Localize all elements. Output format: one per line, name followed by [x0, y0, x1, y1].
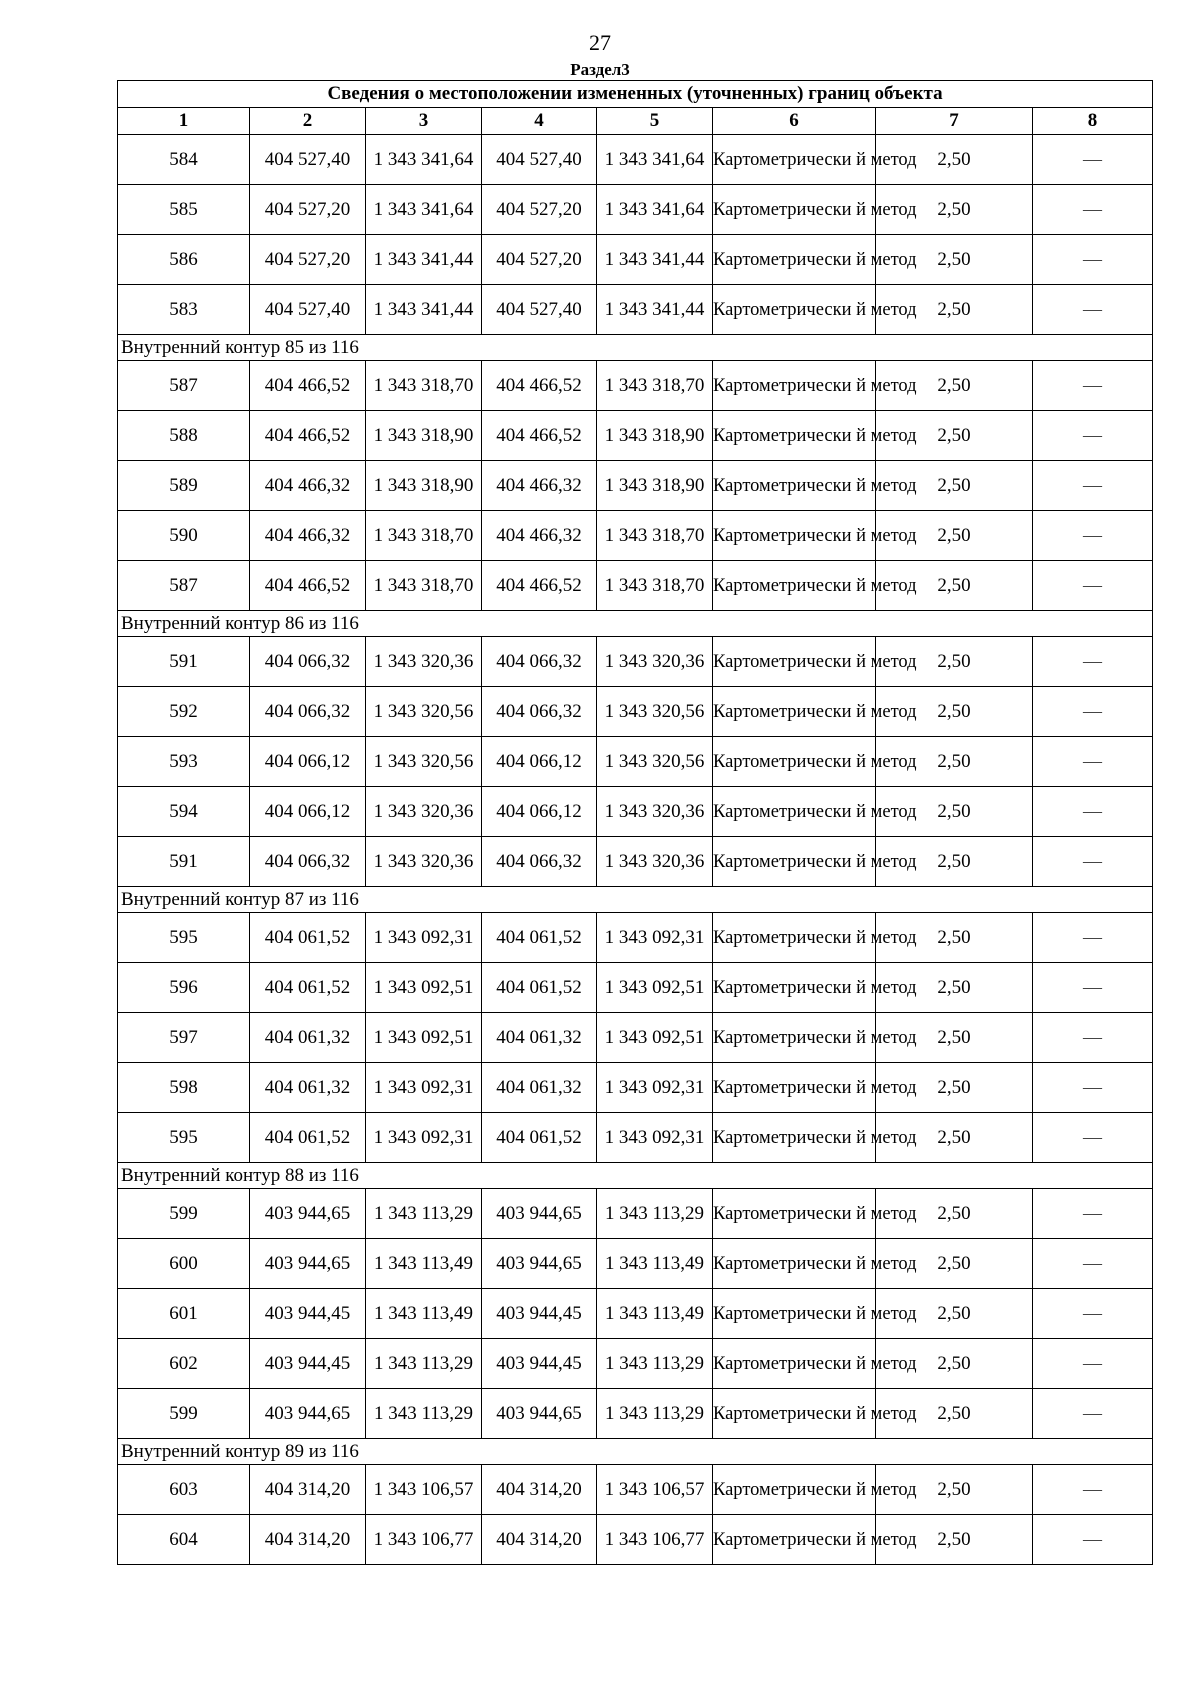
y-new-cell: 1 343 092,51 — [597, 963, 713, 1013]
y-old-cell: 1 343 113,29 — [366, 1189, 482, 1239]
y-old-cell: 1 343 318,90 — [366, 411, 482, 461]
y-old-cell: 1 343 318,70 — [366, 561, 482, 611]
note-cell: — — [1033, 461, 1153, 511]
y-new-cell: 1 343 318,70 — [597, 511, 713, 561]
x-old-cell: 403 944,45 — [250, 1339, 366, 1389]
accuracy-cell: 2,50 — [876, 1013, 1033, 1063]
table-row — [118, 913, 1153, 963]
contour-label: Внутренний контур 88 из 116 — [118, 1163, 1153, 1189]
y-new-cell: 1 343 318,90 — [597, 411, 713, 461]
table-row — [118, 1113, 1153, 1163]
x-new-cell: 404 466,52 — [482, 361, 597, 411]
point-number-cell: 587 — [118, 561, 250, 611]
table-row — [118, 1389, 1153, 1439]
point-number-cell: 593 — [118, 737, 250, 787]
x-old-cell: 403 944,45 — [250, 1289, 366, 1339]
accuracy-cell: 2,50 — [876, 361, 1033, 411]
x-new-cell: 404 066,12 — [482, 737, 597, 787]
y-new-cell: 1 343 320,36 — [597, 637, 713, 687]
x-old-cell: 404 066,32 — [250, 637, 366, 687]
y-new-cell: 1 343 113,29 — [597, 1189, 713, 1239]
y-new-cell: 1 343 113,49 — [597, 1289, 713, 1339]
x-old-cell: 404 466,32 — [250, 511, 366, 561]
method-cell: Картометрически й метод — [713, 1389, 876, 1439]
y-new-cell: 1 343 320,56 — [597, 737, 713, 787]
note-cell: — — [1033, 787, 1153, 837]
y-old-cell: 1 343 341,44 — [366, 235, 482, 285]
table-body — [118, 135, 1153, 1565]
y-new-cell: 1 343 318,70 — [597, 361, 713, 411]
note-cell: — — [1033, 511, 1153, 561]
x-old-cell: 404 466,32 — [250, 461, 366, 511]
note-cell: — — [1033, 1239, 1153, 1289]
note-cell: — — [1033, 1515, 1153, 1565]
point-number-cell: 599 — [118, 1389, 250, 1439]
y-old-cell: 1 343 092,51 — [366, 1013, 482, 1063]
accuracy-cell: 2,50 — [876, 913, 1033, 963]
y-old-cell: 1 343 341,44 — [366, 285, 482, 335]
x-old-cell: 404 066,12 — [250, 737, 366, 787]
point-number-cell: 597 — [118, 1013, 250, 1063]
note-cell: — — [1033, 1289, 1153, 1339]
column-number: 1 — [118, 108, 250, 135]
table-row — [118, 1013, 1153, 1063]
x-old-cell: 404 466,52 — [250, 411, 366, 461]
table-row — [118, 637, 1153, 687]
x-new-cell: 403 944,45 — [482, 1339, 597, 1389]
x-new-cell: 403 944,65 — [482, 1389, 597, 1439]
y-new-cell: 1 343 341,64 — [597, 185, 713, 235]
x-old-cell: 404 066,32 — [250, 687, 366, 737]
x-old-cell: 404 061,32 — [250, 1013, 366, 1063]
x-new-cell: 404 061,52 — [482, 1113, 597, 1163]
method-cell: Картометрически й метод — [713, 1339, 876, 1389]
note-cell: — — [1033, 837, 1153, 887]
accuracy-cell: 2,50 — [876, 1063, 1033, 1113]
note-cell: — — [1033, 285, 1153, 335]
note-cell: — — [1033, 361, 1153, 411]
accuracy-cell: 2,50 — [876, 1239, 1033, 1289]
contour-label: Внутренний контур 87 из 116 — [118, 887, 1153, 913]
method-cell: Картометрически й метод — [713, 135, 876, 185]
x-old-cell: 404 527,20 — [250, 235, 366, 285]
point-number-cell: 585 — [118, 185, 250, 235]
x-new-cell: 404 466,52 — [482, 561, 597, 611]
y-new-cell: 1 343 106,77 — [597, 1515, 713, 1565]
x-old-cell: 403 944,65 — [250, 1189, 366, 1239]
column-number: 3 — [366, 108, 482, 135]
y-old-cell: 1 343 320,36 — [366, 787, 482, 837]
x-old-cell: 404 527,40 — [250, 285, 366, 335]
y-old-cell: 1 343 092,51 — [366, 963, 482, 1013]
method-cell: Картометрически й метод — [713, 963, 876, 1013]
point-number-cell: 596 — [118, 963, 250, 1013]
method-cell: Картометрически й метод — [713, 737, 876, 787]
table-row — [118, 461, 1153, 511]
x-new-cell: 404 061,32 — [482, 1013, 597, 1063]
x-new-cell: 404 066,12 — [482, 787, 597, 837]
method-cell: Картометрически й метод — [713, 1113, 876, 1163]
y-new-cell: 1 343 113,49 — [597, 1239, 713, 1289]
table-row — [118, 285, 1153, 335]
accuracy-cell: 2,50 — [876, 135, 1033, 185]
point-number-cell: 583 — [118, 285, 250, 335]
page-number: 27 — [589, 30, 611, 55]
accuracy-cell: 2,50 — [876, 285, 1033, 335]
point-number-cell: 584 — [118, 135, 250, 185]
y-new-cell: 1 343 092,31 — [597, 1063, 713, 1113]
accuracy-cell: 2,50 — [876, 737, 1033, 787]
note-cell: — — [1033, 1339, 1153, 1389]
method-cell: Картометрически й метод — [713, 913, 876, 963]
point-number-cell: 586 — [118, 235, 250, 285]
table-row — [118, 511, 1153, 561]
method-cell: Картометрически й метод — [713, 687, 876, 737]
y-old-cell: 1 343 341,64 — [366, 185, 482, 235]
point-number-cell: 598 — [118, 1063, 250, 1113]
point-number-cell: 595 — [118, 1113, 250, 1163]
x-old-cell: 404 466,52 — [250, 561, 366, 611]
x-old-cell: 404 061,52 — [250, 963, 366, 1013]
method-cell: Картометрически й метод — [713, 1289, 876, 1339]
x-new-cell: 404 061,52 — [482, 963, 597, 1013]
table-row — [118, 737, 1153, 787]
x-new-cell: 404 061,52 — [482, 913, 597, 963]
y-old-cell: 1 343 092,31 — [366, 1063, 482, 1113]
x-old-cell: 404 314,20 — [250, 1515, 366, 1565]
y-old-cell: 1 343 113,49 — [366, 1289, 482, 1339]
y-new-cell: 1 343 113,29 — [597, 1389, 713, 1439]
y-old-cell: 1 343 113,29 — [366, 1339, 482, 1389]
table-row — [118, 687, 1153, 737]
accuracy-cell: 2,50 — [876, 1113, 1033, 1163]
note-cell: — — [1033, 913, 1153, 963]
method-cell: Картометрически й метод — [713, 1013, 876, 1063]
y-new-cell: 1 343 318,90 — [597, 461, 713, 511]
contour-label: Внутренний контур 85 из 116 — [118, 335, 1153, 361]
note-cell: — — [1033, 1465, 1153, 1515]
point-number-cell: 587 — [118, 361, 250, 411]
x-old-cell: 404 527,40 — [250, 135, 366, 185]
point-number-cell: 601 — [118, 1289, 250, 1339]
point-number-cell: 603 — [118, 1465, 250, 1515]
method-cell: Картометрически й метод — [713, 1465, 876, 1515]
point-number-cell: 588 — [118, 411, 250, 461]
point-number-cell: 590 — [118, 511, 250, 561]
point-number-cell: 595 — [118, 913, 250, 963]
contour-row — [118, 887, 1153, 913]
accuracy-cell: 2,50 — [876, 1339, 1033, 1389]
method-cell: Картометрически й метод — [713, 1515, 876, 1565]
accuracy-cell: 2,50 — [876, 687, 1033, 737]
y-old-cell: 1 343 113,29 — [366, 1389, 482, 1439]
note-cell: — — [1033, 1063, 1153, 1113]
y-old-cell: 1 343 320,36 — [366, 837, 482, 887]
x-old-cell: 404 061,52 — [250, 913, 366, 963]
note-cell: — — [1033, 1389, 1153, 1439]
table-row — [118, 561, 1153, 611]
x-new-cell: 403 944,45 — [482, 1289, 597, 1339]
method-cell: Картометрически й метод — [713, 235, 876, 285]
point-number-cell: 594 — [118, 787, 250, 837]
point-number-cell: 602 — [118, 1339, 250, 1389]
x-new-cell: 403 944,65 — [482, 1239, 597, 1289]
column-number: 4 — [482, 108, 597, 135]
point-number-cell: 592 — [118, 687, 250, 737]
x-old-cell: 404 527,20 — [250, 185, 366, 235]
x-new-cell: 404 466,32 — [482, 461, 597, 511]
accuracy-cell: 2,50 — [876, 787, 1033, 837]
column-number-row — [118, 108, 1153, 135]
contour-row — [118, 1439, 1153, 1465]
accuracy-cell: 2,50 — [876, 1189, 1033, 1239]
accuracy-cell: 2,50 — [876, 561, 1033, 611]
column-number: 7 — [876, 108, 1033, 135]
y-new-cell: 1 343 341,44 — [597, 235, 713, 285]
y-old-cell: 1 343 318,70 — [366, 361, 482, 411]
column-number: 8 — [1033, 108, 1153, 135]
accuracy-cell: 2,50 — [876, 963, 1033, 1013]
method-cell: Картометрически й метод — [713, 511, 876, 561]
x-old-cell: 404 066,12 — [250, 787, 366, 837]
x-new-cell: 404 066,32 — [482, 837, 597, 887]
y-old-cell: 1 343 092,31 — [366, 1113, 482, 1163]
y-old-cell: 1 343 113,49 — [366, 1239, 482, 1289]
accuracy-cell: 2,50 — [876, 461, 1033, 511]
x-new-cell: 404 527,40 — [482, 285, 597, 335]
method-cell: Картометрически й метод — [713, 1239, 876, 1289]
y-old-cell: 1 343 106,77 — [366, 1515, 482, 1565]
table-row — [118, 185, 1153, 235]
table-caption: Сведения о местоположении измененных (уточненных) границ объекта — [118, 81, 1153, 108]
y-new-cell: 1 343 320,36 — [597, 837, 713, 887]
y-new-cell: 1 343 341,64 — [597, 135, 713, 185]
note-cell: — — [1033, 1189, 1153, 1239]
y-old-cell: 1 343 320,56 — [366, 687, 482, 737]
point-number-cell: 599 — [118, 1189, 250, 1239]
y-new-cell: 1 343 320,56 — [597, 687, 713, 737]
note-cell: — — [1033, 185, 1153, 235]
note-cell: — — [1033, 561, 1153, 611]
method-cell: Картометрически й метод — [713, 1189, 876, 1239]
y-old-cell: 1 343 318,90 — [366, 461, 482, 511]
y-new-cell: 1 343 106,57 — [597, 1465, 713, 1515]
y-new-cell: 1 343 092,31 — [597, 1113, 713, 1163]
method-cell: Картометрически й метод — [713, 561, 876, 611]
accuracy-cell: 2,50 — [876, 511, 1033, 561]
note-cell: — — [1033, 135, 1153, 185]
column-number: 2 — [250, 108, 366, 135]
method-cell: Картометрически й метод — [713, 461, 876, 511]
contour-row — [118, 611, 1153, 637]
table-row — [118, 837, 1153, 887]
section-title: Раздел3 — [570, 60, 630, 79]
contour-label: Внутренний контур 86 из 116 — [118, 611, 1153, 637]
table-row — [118, 963, 1153, 1013]
x-old-cell: 404 066,32 — [250, 837, 366, 887]
point-number-cell: 591 — [118, 637, 250, 687]
accuracy-cell: 2,50 — [876, 837, 1033, 887]
method-cell: Картометрически й метод — [713, 285, 876, 335]
contour-label: Внутренний контур 89 из 116 — [118, 1439, 1153, 1465]
y-new-cell: 1 343 092,51 — [597, 1013, 713, 1063]
x-new-cell: 404 527,20 — [482, 185, 597, 235]
y-old-cell: 1 343 092,31 — [366, 913, 482, 963]
x-old-cell: 404 061,32 — [250, 1063, 366, 1113]
method-cell: Картометрически й метод — [713, 837, 876, 887]
x-new-cell: 404 314,20 — [482, 1515, 597, 1565]
y-old-cell: 1 343 318,70 — [366, 511, 482, 561]
point-number-cell: 600 — [118, 1239, 250, 1289]
point-number-cell: 591 — [118, 837, 250, 887]
x-old-cell: 403 944,65 — [250, 1389, 366, 1439]
x-old-cell: 404 466,52 — [250, 361, 366, 411]
y-old-cell: 1 343 320,36 — [366, 637, 482, 687]
accuracy-cell: 2,50 — [876, 1465, 1033, 1515]
accuracy-cell: 2,50 — [876, 637, 1033, 687]
method-cell: Картометрически й метод — [713, 411, 876, 461]
accuracy-cell: 2,50 — [876, 1389, 1033, 1439]
y-new-cell: 1 343 320,36 — [597, 787, 713, 837]
method-cell: Картометрически й метод — [713, 637, 876, 687]
accuracy-cell: 2,50 — [876, 235, 1033, 285]
point-number-cell: 604 — [118, 1515, 250, 1565]
table-row — [118, 1339, 1153, 1389]
accuracy-cell: 2,50 — [876, 185, 1033, 235]
note-cell: — — [1033, 737, 1153, 787]
column-number: 5 — [597, 108, 713, 135]
method-cell: Картометрически й метод — [713, 361, 876, 411]
table-row — [118, 1189, 1153, 1239]
table-row — [118, 361, 1153, 411]
x-new-cell: 404 314,20 — [482, 1465, 597, 1515]
column-number: 6 — [713, 108, 876, 135]
accuracy-cell: 2,50 — [876, 411, 1033, 461]
x-old-cell: 403 944,65 — [250, 1239, 366, 1289]
y-old-cell: 1 343 341,64 — [366, 135, 482, 185]
y-old-cell: 1 343 320,56 — [366, 737, 482, 787]
table-row — [118, 1239, 1153, 1289]
note-cell: — — [1033, 637, 1153, 687]
accuracy-cell: 2,50 — [876, 1289, 1033, 1339]
table-row — [118, 1515, 1153, 1565]
table-row — [118, 1289, 1153, 1339]
note-cell: — — [1033, 1013, 1153, 1063]
point-number-cell: 589 — [118, 461, 250, 511]
contour-row — [118, 1163, 1153, 1189]
x-old-cell: 404 314,20 — [250, 1465, 366, 1515]
method-cell: Картометрически й метод — [713, 787, 876, 837]
method-cell: Картометрически й метод — [713, 1063, 876, 1113]
table-row — [118, 135, 1153, 185]
y-new-cell: 1 343 113,29 — [597, 1339, 713, 1389]
y-new-cell: 1 343 318,70 — [597, 561, 713, 611]
note-cell: — — [1033, 235, 1153, 285]
table-row — [118, 411, 1153, 461]
table-row — [118, 1465, 1153, 1515]
x-new-cell: 404 066,32 — [482, 687, 597, 737]
note-cell: — — [1033, 1113, 1153, 1163]
contour-row — [118, 335, 1153, 361]
x-new-cell: 404 527,40 — [482, 135, 597, 185]
x-new-cell: 404 527,20 — [482, 235, 597, 285]
note-cell: — — [1033, 963, 1153, 1013]
x-old-cell: 404 061,52 — [250, 1113, 366, 1163]
table-row — [118, 235, 1153, 285]
y-new-cell: 1 343 092,31 — [597, 913, 713, 963]
x-new-cell: 404 061,32 — [482, 1063, 597, 1113]
table-row — [118, 1063, 1153, 1113]
x-new-cell: 404 466,32 — [482, 511, 597, 561]
y-old-cell: 1 343 106,57 — [366, 1465, 482, 1515]
table-row — [118, 787, 1153, 837]
x-new-cell: 404 066,32 — [482, 637, 597, 687]
y-new-cell: 1 343 341,44 — [597, 285, 713, 335]
x-new-cell: 403 944,65 — [482, 1189, 597, 1239]
method-cell: Картометрически й метод — [713, 185, 876, 235]
accuracy-cell: 2,50 — [876, 1515, 1033, 1565]
boundary-coordinates-table — [117, 80, 1153, 1565]
note-cell: — — [1033, 411, 1153, 461]
x-new-cell: 404 466,52 — [482, 411, 597, 461]
note-cell: — — [1033, 687, 1153, 737]
